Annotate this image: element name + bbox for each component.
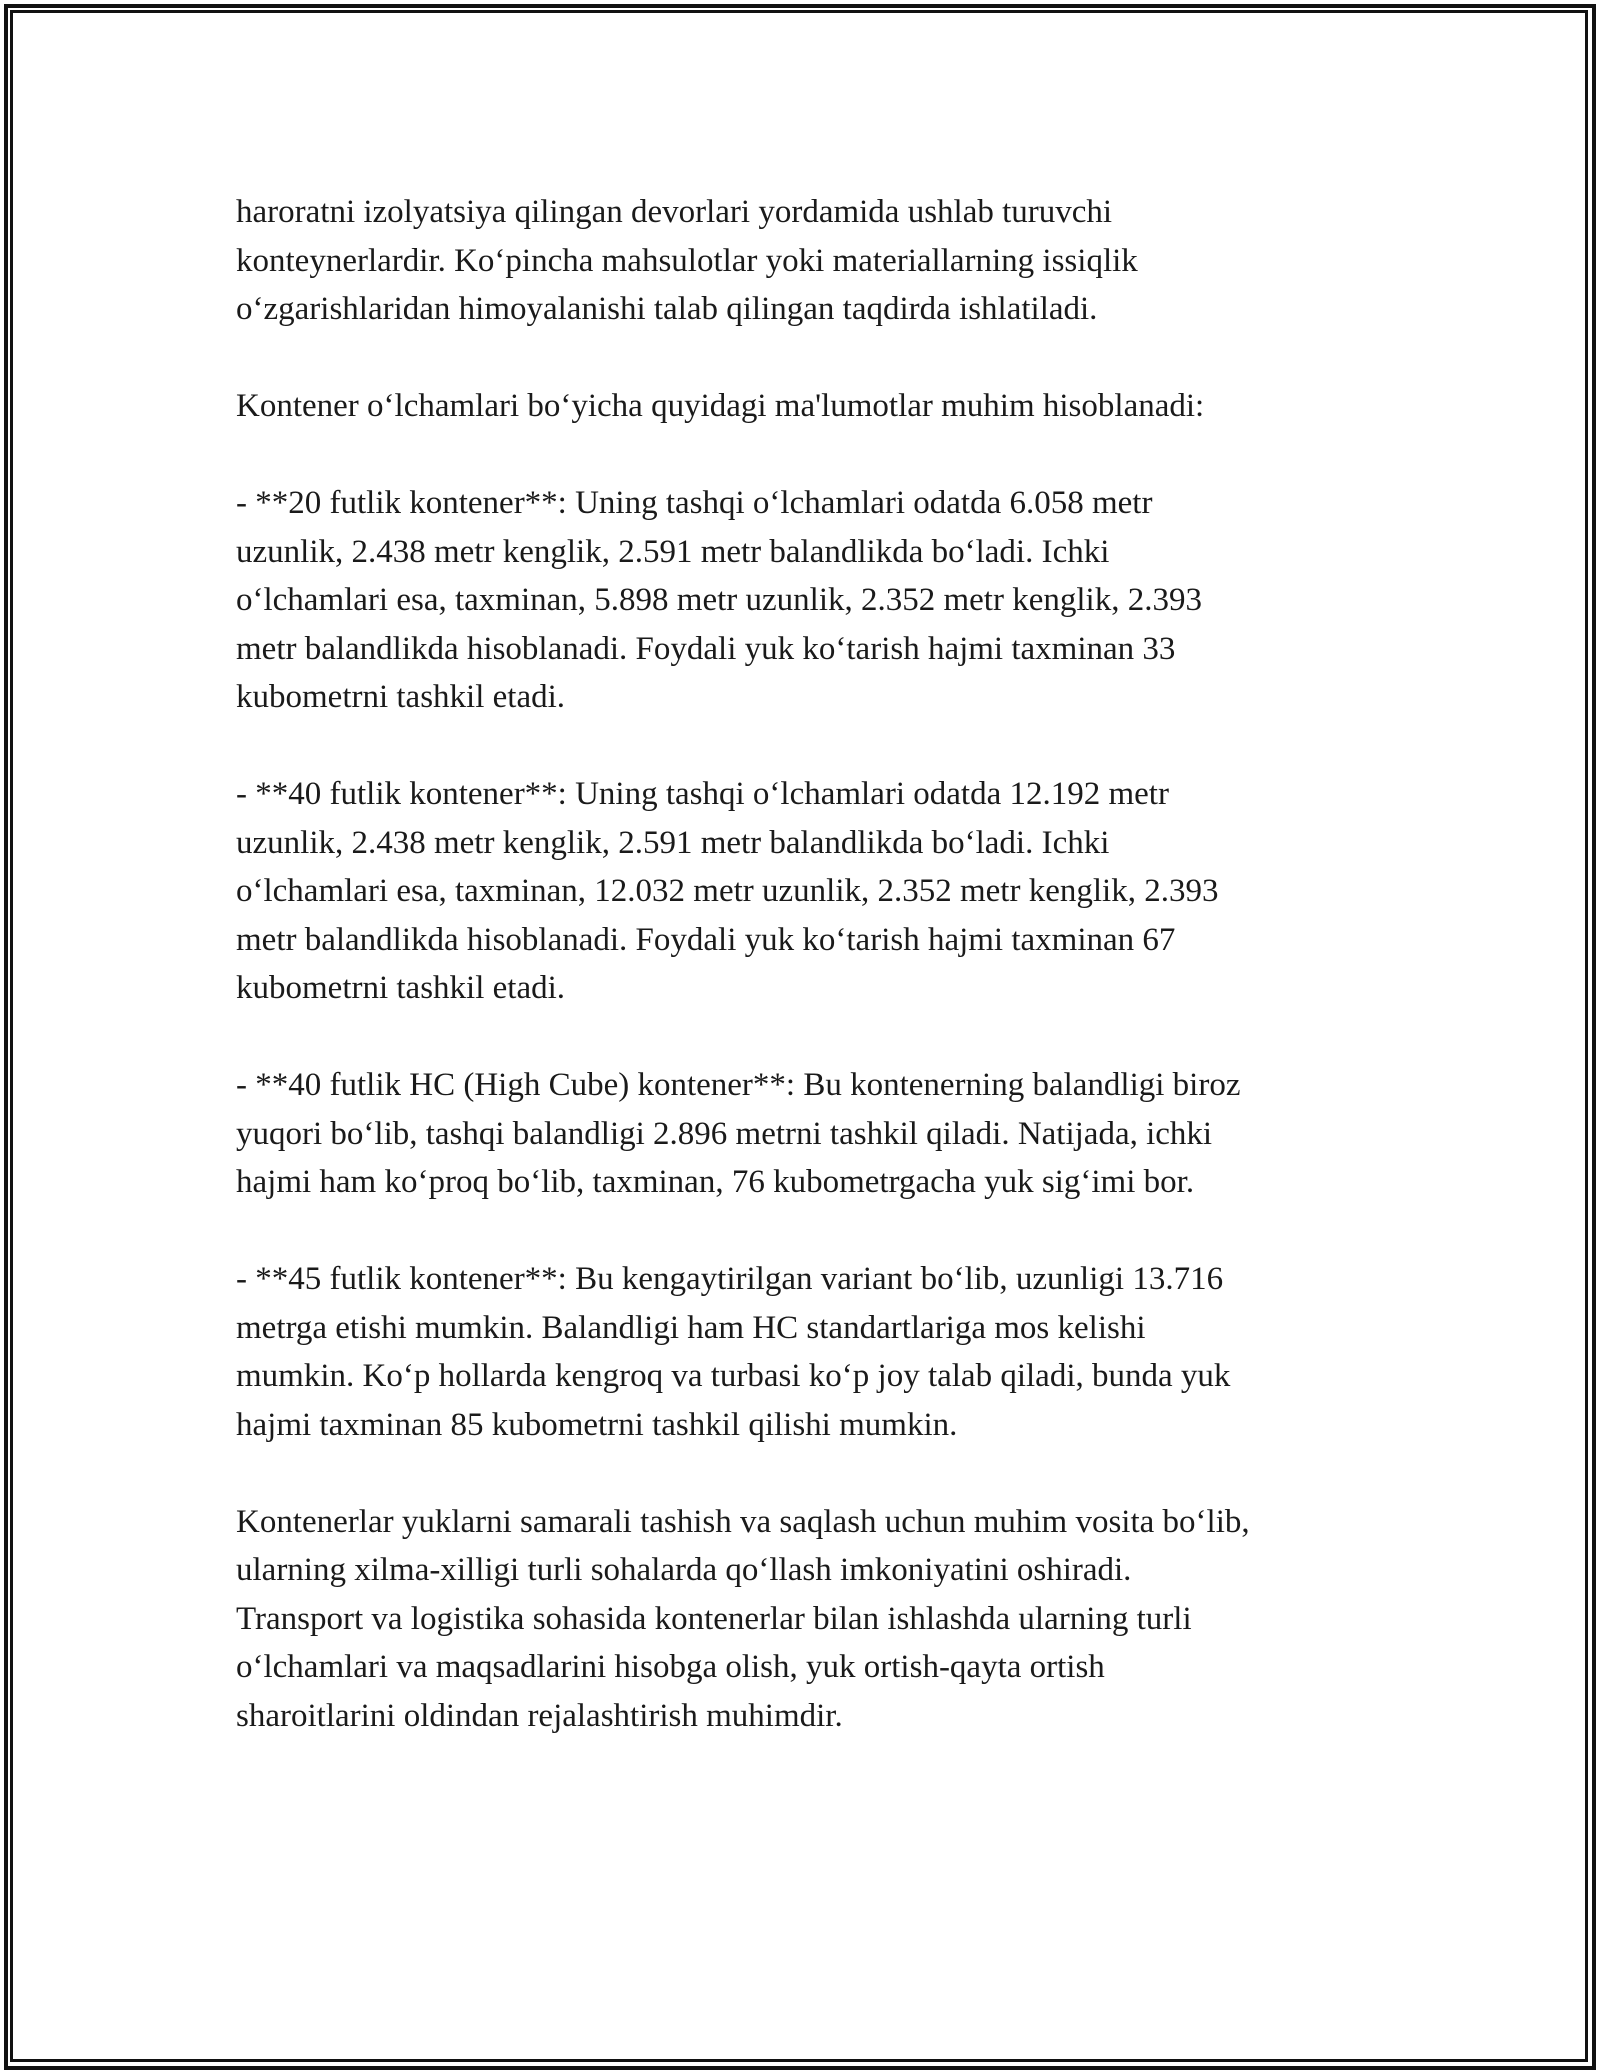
text-line: yuqori bo‘lib, tashqi balandligi 2.896 metrni tashkil qiladi. Natijada, ichki (236, 1115, 1213, 1152)
text-line: o‘lchamlari esa, taxminan, 12.032 metr uzunlik, 2.352 metr kenglik, 2.393 (236, 873, 1219, 909)
text-line: Transport va logistika sohasida kontenerlar bilan ishlashda ularning turli (236, 1600, 1192, 1637)
text-line: - **40 futlik kontener**: Uning tashqi o‘lchamlari odatda 12.192 metr (236, 776, 1169, 812)
text-line: kubometrni tashkil etadi. (236, 970, 566, 1006)
text-line: Kontenerlar yuklarni samarali tashish va saqlash uchun muhim vosita bo‘lib, (236, 1503, 1250, 1540)
text-line: sharoitlarini oldindan rejalashtirish muhimdir. (236, 1697, 843, 1734)
text-line: hajmi ham ko‘proq bo‘lib, taxminan, 76 kubometrgacha yuk sig‘imi bor. (236, 1164, 1195, 1200)
list-item-20ft-container (236, 479, 1406, 722)
text-line: kubometrni tashkil etadi. (236, 679, 566, 715)
text-line: - **20 futlik kontener**: Uning tashqi o‘lchamlari odatda 6.058 metr (236, 485, 1153, 521)
text-line: metr balandlikda hisoblanadi. Foydali yuk ko‘tarish hajmi taxminan 33 (236, 630, 1176, 667)
text-line: hajmi taxminan 85 kubometrni tashkil qilishi mumkin. (236, 1406, 958, 1443)
text-line: konteynerlardir. Ko‘pincha mahsulotlar yoki materiallarning issiqlik (236, 242, 1138, 279)
text-line: metr balandlikda hisoblanadi. Foydali yuk ko‘tarish hajmi taxminan 67 (236, 921, 1176, 958)
text-line: - **40 futlik HC (High Cube) kontener**: Bu kontenerning balandligi biroz (236, 1067, 1241, 1103)
text-line: uzunlik, 2.438 metr kenglik, 2.591 metr balandlikda bo‘ladi. Ichki (236, 824, 1110, 861)
text-line: haroratni izolyatsiya qilingan devorlari yordamida ushlab turuvchi (236, 194, 1113, 230)
text-line: o‘lchamlari esa, taxminan, 5.898 metr uzunlik, 2.352 metr kenglik, 2.393 (236, 582, 1202, 618)
document-body (236, 188, 1406, 1789)
paragraph-conclusion (236, 1498, 1406, 1741)
paragraph-dimensions-intro (236, 382, 1406, 431)
list-item-40ft-container (236, 770, 1406, 1013)
text-line: Kontener o‘lchamlari bo‘yicha quyidagi ma'lumotlar muhim hisoblanadi: (236, 388, 1205, 424)
text-line: ularning xilma-xilligi turli sohalarda qo‘llash imkoniyatini oshiradi. (236, 1552, 1132, 1588)
text-line: mumkin. Ko‘p hollarda kengroq va turbasi ko‘p joy talab qiladi, bunda yuk (236, 1358, 1231, 1394)
list-item-45ft-container (236, 1255, 1406, 1449)
text-line: o‘zgarishlaridan himoyalanishi talab qilingan taqdirda ishlatiladi. (236, 291, 1098, 327)
paragraph-insulated-containers (236, 188, 1406, 334)
text-line: - **45 futlik kontener**: Bu kengaytirilgan variant bo‘lib, uzunligi 13.716 (236, 1261, 1224, 1297)
text-line: metrga etishi mumkin. Balandligi ham HC standartlariga mos kelishi (236, 1309, 1146, 1346)
text-line: o‘lchamlari va maqsadlarini hisobga olish, yuk ortish-qayta ortish (236, 1649, 1105, 1685)
text-line: uzunlik, 2.438 metr kenglik, 2.591 metr balandlikda bo‘ladi. Ichki (236, 533, 1110, 570)
list-item-40ft-hc-container (236, 1061, 1406, 1207)
